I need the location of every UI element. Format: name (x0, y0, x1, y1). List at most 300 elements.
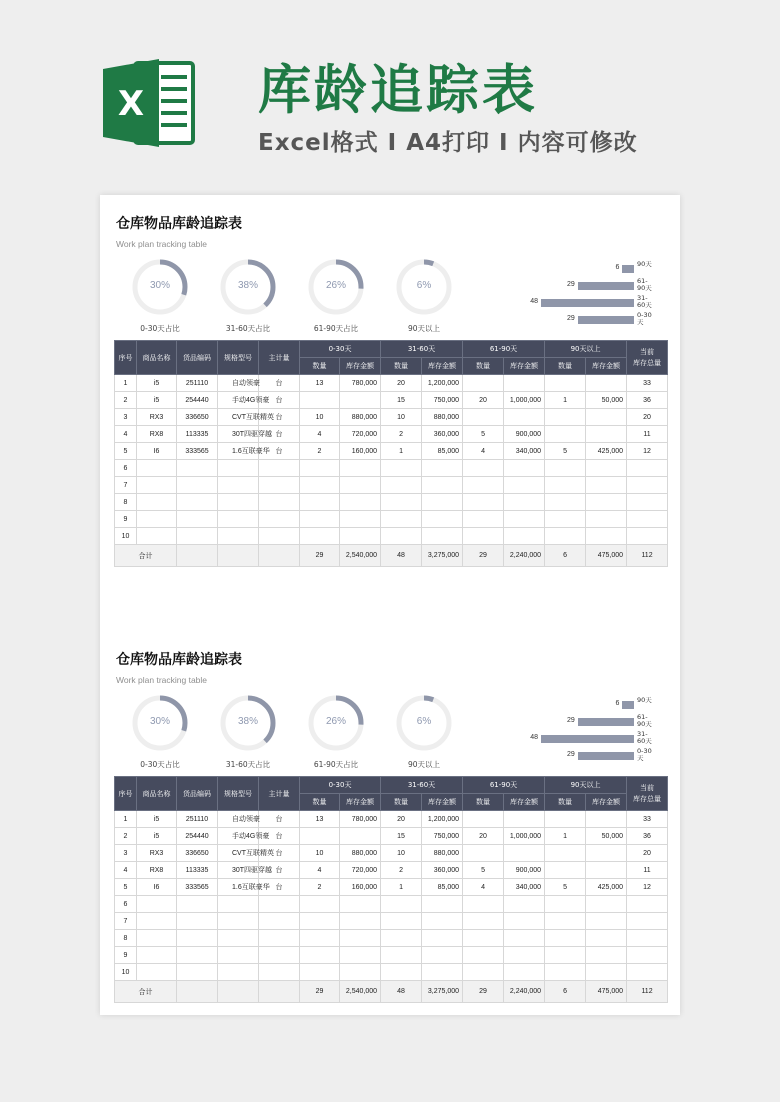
table-cell (586, 494, 627, 511)
total-cell: 3,275,000 (422, 545, 463, 567)
banner-title: 库龄追踪表 (258, 60, 538, 121)
bar-fill (622, 701, 634, 709)
table-cell: i5 (137, 375, 177, 392)
table-cell (340, 477, 381, 494)
table-row (115, 409, 668, 426)
table-cell: RX8 (137, 426, 177, 443)
header-qty: 数量 (300, 358, 340, 375)
table-cell (218, 930, 259, 947)
bar-label: 31- 60天 (637, 730, 652, 745)
table-cell (586, 964, 627, 981)
header-bucket-0-30: 0-30天 (300, 341, 381, 358)
donut-caption: 31-60天占比 (225, 760, 271, 769)
header-amount: 库存金额 (586, 794, 627, 811)
table-row (115, 375, 668, 392)
table-cell (545, 375, 586, 392)
table-cell: 台 (259, 375, 300, 392)
bar-row-0-30 (495, 748, 670, 766)
table-cell (300, 528, 340, 545)
table-cell (422, 528, 463, 545)
quantity-bar-chart (495, 261, 670, 331)
tracking-sheet (100, 195, 680, 575)
inventory-table (114, 776, 668, 1003)
table-cell: 3 (115, 845, 137, 862)
tracking-sheet-copy (100, 631, 680, 1011)
table-cell: 113335 (177, 426, 218, 443)
table-cell: 5 (545, 443, 586, 460)
table-cell: 台 (259, 409, 300, 426)
bar-label: 61- 90天 (637, 277, 652, 292)
table-cell (504, 913, 545, 930)
table-cell (218, 947, 259, 964)
header-bucket-31-60: 31-60天 (381, 777, 463, 794)
table-cell: 880,000 (422, 409, 463, 426)
table-cell: 1 (545, 828, 586, 845)
table-cell (177, 528, 218, 545)
table-cell (545, 862, 586, 879)
table-cell: 台 (259, 811, 300, 828)
header-amount: 库存金额 (504, 358, 545, 375)
table-cell: 30T四驱穿越 (218, 862, 259, 879)
table-row (115, 828, 668, 845)
table-cell (218, 528, 259, 545)
table-cell (177, 460, 218, 477)
table-cell: 4 (115, 862, 137, 879)
header-amount: 库存金额 (422, 358, 463, 375)
table-cell: 20 (381, 375, 422, 392)
donut-caption: 0-30天占比 (140, 324, 180, 333)
table-cell: 1 (115, 375, 137, 392)
table-cell: 5 (115, 443, 137, 460)
table-cell (218, 460, 259, 477)
table-row (115, 477, 668, 494)
table-cell: 113335 (177, 862, 218, 879)
table-cell: 6 (115, 896, 137, 913)
table-cell (381, 511, 422, 528)
table-cell: 8 (115, 930, 137, 947)
donut-caption: 90天以上 (407, 324, 441, 333)
table-cell (504, 460, 545, 477)
sheet-subtitle: Work plan tracking table (116, 675, 208, 685)
bar-label: 90天 (637, 696, 652, 704)
table-cell (627, 913, 668, 930)
table-cell: 4 (300, 426, 340, 443)
table-cell: 33 (627, 375, 668, 392)
table-cell: 15 (381, 828, 422, 845)
table-cell (422, 896, 463, 913)
header-seq: 序号 (115, 341, 137, 375)
table-cell (545, 964, 586, 981)
table-cell: 425,000 (586, 443, 627, 460)
table-cell (504, 375, 545, 392)
bar-value: 29 (567, 281, 575, 288)
table-cell (586, 528, 627, 545)
table-cell (504, 811, 545, 828)
table-cell: 2 (300, 879, 340, 896)
table-cell: 1 (381, 443, 422, 460)
table-cell (504, 947, 545, 964)
table-cell (300, 460, 340, 477)
table-cell (381, 896, 422, 913)
table-cell: 10 (115, 964, 137, 981)
table-cell: 3 (115, 409, 137, 426)
table-cell: 20 (463, 392, 504, 409)
table-cell: 13 (300, 811, 340, 828)
table-cell: 36 (627, 392, 668, 409)
table-row (115, 964, 668, 981)
table-cell: 20 (627, 409, 668, 426)
table-cell: 85,000 (422, 879, 463, 896)
table-cell (259, 494, 300, 511)
table-cell (545, 477, 586, 494)
total-cell: 29 (463, 981, 504, 1003)
table-cell (463, 845, 504, 862)
table-row (115, 511, 668, 528)
total-cell: 112 (627, 981, 668, 1003)
bar-label: 61- 90天 (637, 713, 652, 728)
table-cell (545, 913, 586, 930)
table-cell: 254440 (177, 828, 218, 845)
table-row (115, 494, 668, 511)
table-cell: 425,000 (586, 879, 627, 896)
total-cell: 29 (300, 981, 340, 1003)
table-cell: 2 (115, 392, 137, 409)
bar-label: 31- 60天 (637, 294, 652, 309)
total-cell: 3,275,000 (422, 981, 463, 1003)
total-row (115, 545, 668, 567)
header-qty: 数量 (463, 358, 504, 375)
table-row (115, 443, 668, 460)
header-qty: 数量 (463, 794, 504, 811)
total-cell: 29 (300, 545, 340, 567)
document-page (100, 195, 680, 1015)
total-cell (259, 545, 300, 567)
table-cell (340, 947, 381, 964)
table-cell: 36 (627, 828, 668, 845)
donut-percent: 26% (325, 280, 346, 291)
donut-chart-90-plus (395, 694, 453, 769)
bar-row-0-30 (495, 312, 670, 330)
table-cell: 336650 (177, 845, 218, 862)
table-cell (381, 528, 422, 545)
table-cell: 33 (627, 811, 668, 828)
table-cell: 251110 (177, 811, 218, 828)
table-cell: 台 (259, 828, 300, 845)
table-cell (586, 811, 627, 828)
table-cell (422, 930, 463, 947)
table-cell (259, 511, 300, 528)
banner-subtitle: Excel格式 I A4打印 I 内容可修改 (258, 130, 638, 156)
table-cell (340, 494, 381, 511)
table-cell: 4 (300, 862, 340, 879)
donut-percent: 30% (149, 280, 170, 291)
table-cell (545, 930, 586, 947)
table-cell (340, 964, 381, 981)
table-cell (340, 930, 381, 947)
table-row (115, 947, 668, 964)
donut-chart-90-plus (395, 258, 453, 333)
table-cell: 12 (627, 879, 668, 896)
total-cell (218, 545, 259, 567)
table-cell (218, 494, 259, 511)
table-row (115, 913, 668, 930)
table-cell (259, 964, 300, 981)
table-cell: 750,000 (422, 392, 463, 409)
table-cell: 1,200,000 (422, 375, 463, 392)
table-cell (463, 896, 504, 913)
table-cell (627, 511, 668, 528)
table-cell (504, 896, 545, 913)
table-cell (463, 375, 504, 392)
table-cell (422, 947, 463, 964)
table-cell: 9 (115, 511, 137, 528)
table-cell (300, 511, 340, 528)
bar-fill (541, 735, 634, 743)
table-cell (627, 494, 668, 511)
total-label: 合计 (115, 545, 177, 567)
header-bucket-61-90: 61-90天 (463, 777, 545, 794)
sheet-title: 仓库物品库龄追踪表 (116, 652, 242, 668)
table-cell: 880,000 (340, 409, 381, 426)
table-cell: 台 (259, 845, 300, 862)
table-cell (300, 896, 340, 913)
excel-logo-icon (101, 57, 197, 149)
total-cell (259, 981, 300, 1003)
donut-caption: 90天以上 (407, 760, 441, 769)
table-cell (627, 528, 668, 545)
header-name: 商品名称 (137, 777, 177, 811)
bar-value: 48 (530, 298, 538, 305)
bar-fill (541, 299, 634, 307)
donut-chart-31-60 (219, 694, 277, 769)
header-amount: 库存金额 (422, 794, 463, 811)
table-cell (586, 477, 627, 494)
bar-fill (578, 282, 634, 290)
header-amount: 库存金额 (340, 358, 381, 375)
header-spec: 规格型号 (218, 341, 259, 375)
table-cell (218, 913, 259, 930)
table-cell (422, 460, 463, 477)
table-cell (627, 947, 668, 964)
table-cell (340, 528, 381, 545)
table-cell (545, 426, 586, 443)
table-cell (300, 477, 340, 494)
table-cell: RX3 (137, 409, 177, 426)
table-cell: 台 (259, 392, 300, 409)
table-cell: I6 (137, 879, 177, 896)
table-cell: 880,000 (422, 845, 463, 862)
table-cell: CVT互联精英 (218, 409, 259, 426)
total-cell: 48 (381, 981, 422, 1003)
table-cell (504, 964, 545, 981)
table-cell (177, 913, 218, 930)
table-cell: 780,000 (340, 375, 381, 392)
table-cell (340, 460, 381, 477)
table-cell: 50,000 (586, 828, 627, 845)
table-cell (177, 494, 218, 511)
table-cell: 4 (115, 426, 137, 443)
total-cell: 2,540,000 (340, 981, 381, 1003)
donut-percent: 30% (149, 716, 170, 727)
header-bucket-0-30: 0-30天 (300, 777, 381, 794)
table-cell: 7 (115, 913, 137, 930)
bar-value: 29 (567, 315, 575, 322)
table-cell: CVT互联精英 (218, 845, 259, 862)
table-cell (177, 947, 218, 964)
table-cell: 85,000 (422, 443, 463, 460)
table-cell (586, 947, 627, 964)
table-cell (627, 460, 668, 477)
table-cell (504, 528, 545, 545)
table-cell (218, 896, 259, 913)
table-cell (627, 964, 668, 981)
table-cell (137, 511, 177, 528)
donut-chart-0-30 (131, 258, 189, 333)
table-cell (177, 896, 218, 913)
table-cell: 手动4G领豪 (218, 392, 259, 409)
table-cell (381, 947, 422, 964)
table-cell (218, 511, 259, 528)
bar-value: 6 (615, 700, 620, 707)
header-unit: 主计量 (259, 341, 300, 375)
table-cell (259, 930, 300, 947)
table-cell: 2 (381, 426, 422, 443)
table-cell (259, 913, 300, 930)
table-cell: 12 (627, 443, 668, 460)
table-cell (627, 930, 668, 947)
table-cell: 360,000 (422, 862, 463, 879)
header-amount: 库存金额 (586, 358, 627, 375)
table-cell (259, 477, 300, 494)
table-cell (137, 964, 177, 981)
table-cell (586, 930, 627, 947)
donut-chart-0-30 (131, 694, 189, 769)
table-cell (545, 511, 586, 528)
table-cell: 台 (259, 862, 300, 879)
table-cell (586, 460, 627, 477)
table-row (115, 862, 668, 879)
table-cell: 10 (381, 845, 422, 862)
donut-caption: 0-30天占比 (140, 760, 180, 769)
table-cell: RX8 (137, 862, 177, 879)
donut-percent: 38% (237, 280, 258, 291)
bar-value: 48 (530, 734, 538, 741)
total-cell: 112 (627, 545, 668, 567)
table-cell (340, 392, 381, 409)
donut-percent: 6% (416, 280, 432, 291)
table-cell (586, 913, 627, 930)
table-cell: 1 (545, 392, 586, 409)
table-cell: 720,000 (340, 862, 381, 879)
header-qty: 数量 (381, 358, 422, 375)
table-cell (463, 947, 504, 964)
inventory-table (114, 340, 668, 567)
table-cell: 台 (259, 443, 300, 460)
header-amount: 库存金额 (504, 794, 545, 811)
table-cell: 880,000 (340, 845, 381, 862)
table-cell (586, 409, 627, 426)
table-cell: 4 (463, 879, 504, 896)
table-total (115, 981, 668, 1003)
total-cell: 6 (545, 545, 586, 567)
table-cell: 9 (115, 947, 137, 964)
header-qty: 数量 (545, 358, 586, 375)
table-cell: 20 (381, 811, 422, 828)
table-cell (586, 375, 627, 392)
table-cell: 自动领豪 (218, 811, 259, 828)
table-cell: 2 (115, 828, 137, 845)
table-cell: 30T四驱穿越 (218, 426, 259, 443)
donut-caption: 61-90天占比 (313, 760, 359, 769)
total-cell: 475,000 (586, 545, 627, 567)
table-cell (586, 862, 627, 879)
table-row (115, 811, 668, 828)
table-cell: 1,000,000 (504, 392, 545, 409)
table-cell (300, 947, 340, 964)
table-cell: 333565 (177, 879, 218, 896)
table-cell: 1.6互联豪华 (218, 443, 259, 460)
total-cell: 2,240,000 (504, 981, 545, 1003)
donut-chart-61-90 (307, 258, 365, 333)
table-row (115, 392, 668, 409)
table-cell (545, 494, 586, 511)
table-cell (340, 913, 381, 930)
table-cell: 5 (463, 426, 504, 443)
table-cell: 1 (115, 811, 137, 828)
bar-value: 29 (567, 751, 575, 758)
table-cell (504, 845, 545, 862)
table-cell (218, 477, 259, 494)
header-bucket-90-plus: 90天以上 (545, 341, 627, 358)
table-cell (300, 930, 340, 947)
table-cell (340, 896, 381, 913)
donut-chart-61-90 (307, 694, 365, 769)
header-current-stock: 当前 库存总量 (627, 777, 668, 811)
table-cell (177, 964, 218, 981)
table-cell (300, 964, 340, 981)
table-cell (137, 930, 177, 947)
total-row (115, 981, 668, 1003)
table-cell (586, 845, 627, 862)
table-cell: 1 (381, 879, 422, 896)
table-row (115, 528, 668, 545)
table-cell: 8 (115, 494, 137, 511)
table-cell (381, 913, 422, 930)
table-cell: 6 (115, 460, 137, 477)
table-cell (259, 896, 300, 913)
total-cell (177, 545, 218, 567)
table-cell: 1,000,000 (504, 828, 545, 845)
table-cell: 900,000 (504, 862, 545, 879)
table-cell (627, 896, 668, 913)
table-cell (504, 511, 545, 528)
table-cell: 5 (463, 862, 504, 879)
donut-caption: 61-90天占比 (313, 324, 359, 333)
header-unit: 主计量 (259, 777, 300, 811)
header-bucket-90-plus: 90天以上 (545, 777, 627, 794)
table-cell: 254440 (177, 392, 218, 409)
table-cell (463, 494, 504, 511)
table-cell (259, 947, 300, 964)
table-cell (545, 409, 586, 426)
table-cell: i5 (137, 811, 177, 828)
total-label: 合计 (115, 981, 177, 1003)
table-cell: 340,000 (504, 443, 545, 460)
table-cell (422, 494, 463, 511)
donut-percent: 38% (237, 716, 258, 727)
table-cell (300, 392, 340, 409)
table-cell (463, 930, 504, 947)
